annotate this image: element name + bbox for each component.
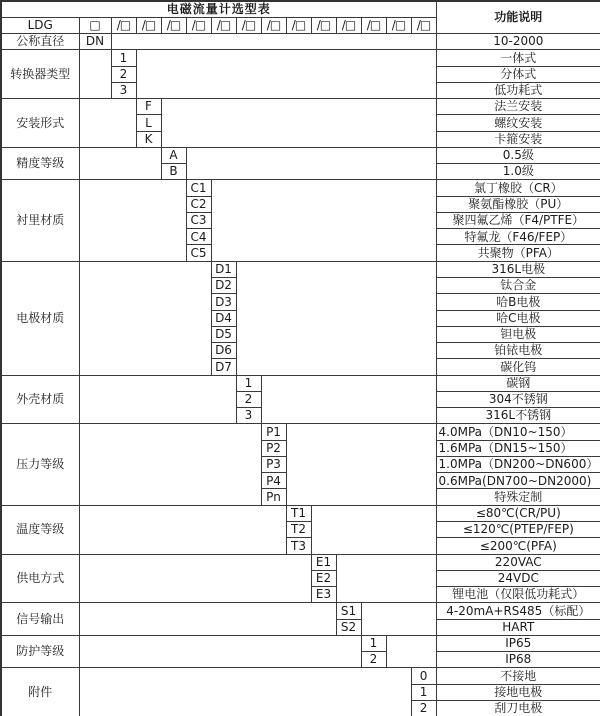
code-cell: 3 — [236, 408, 261, 424]
code-cell: C3 — [186, 212, 211, 228]
model-code-slot: /□ — [161, 17, 186, 33]
code-cell: A — [161, 147, 186, 163]
model-code-slot: /□ — [261, 17, 286, 33]
desc-cell: 分体式 — [436, 66, 600, 82]
category-power-supply: 供电方式 — [1, 554, 79, 603]
spacer-cell — [79, 668, 411, 716]
desc-cell: 接地电极 — [436, 684, 600, 700]
spacer-cell — [286, 424, 436, 505]
model-code-slot: /□ — [386, 17, 411, 33]
desc-cell: 316L不锈钢 — [436, 408, 600, 424]
code-cell: 2 — [361, 652, 386, 668]
desc-cell: 1.0MPa（DN200~DN600） — [436, 456, 600, 472]
model-code-slot: /□ — [136, 17, 161, 33]
category-temperature-rating: 温度等级 — [1, 505, 79, 554]
spacer-cell — [79, 261, 211, 375]
code-cell: S2 — [336, 619, 361, 635]
spacer-cell — [79, 147, 161, 180]
code-cell: C1 — [186, 180, 211, 196]
code-cell: P4 — [261, 473, 286, 489]
spacer-cell — [79, 603, 336, 636]
code-cell: 2 — [236, 391, 261, 407]
category-electrode-material: 电极材质 — [1, 261, 79, 375]
desc-cell: 螺纹安装 — [436, 115, 600, 131]
category-pressure-rating: 压力等级 — [1, 424, 79, 505]
category-accessories: 附件 — [1, 668, 79, 716]
code-cell: F — [136, 99, 161, 115]
category-accuracy-class: 精度等级 — [1, 147, 79, 180]
spacer-cell — [311, 505, 436, 554]
desc-cell: 1.6MPa（DN15~150） — [436, 440, 600, 456]
spacer-cell — [79, 554, 311, 603]
function-column-header: 功能说明 — [436, 1, 600, 34]
model-box-slot: □ — [79, 17, 111, 33]
spacer-cell — [336, 554, 436, 603]
desc-cell: 聚四氟乙烯（F4/PTFE） — [436, 212, 600, 228]
code-cell: Pn — [261, 489, 286, 505]
spacer-cell — [136, 50, 436, 99]
desc-cell: 共聚物（PFA） — [436, 245, 600, 261]
code-cell: DN — [79, 34, 111, 50]
desc-cell: 碳化钨 — [436, 359, 600, 375]
code-cell: P1 — [261, 424, 286, 440]
spacer-cell — [79, 424, 261, 505]
desc-cell: 哈C电极 — [436, 310, 600, 326]
spacer-cell — [79, 635, 361, 668]
code-cell: T3 — [286, 538, 311, 554]
desc-cell: 氯丁橡胶（CR） — [436, 180, 600, 196]
model-code-slot: /□ — [286, 17, 311, 33]
desc-cell: IP68 — [436, 652, 600, 668]
desc-cell: 法兰安装 — [436, 99, 600, 115]
desc-cell: 锂电池（仅限低功耗式） — [436, 587, 600, 603]
model-code-slot: /□ — [411, 17, 436, 33]
spacer-cell — [386, 635, 436, 668]
category-protection-rating: 防护等级 — [1, 635, 79, 668]
desc-cell: 特殊定制 — [436, 489, 600, 505]
category-converter-type: 转换器类型 — [1, 50, 79, 99]
model-code-slot: /□ — [311, 17, 336, 33]
code-cell: C5 — [186, 245, 211, 261]
desc-cell: 0.5级 — [436, 147, 600, 163]
code-cell: 3 — [111, 82, 136, 98]
desc-cell: ≤80℃(CR/PU) — [436, 505, 600, 521]
code-cell: 2 — [111, 66, 136, 82]
code-cell: P2 — [261, 440, 286, 456]
spacer-cell — [79, 50, 111, 99]
code-cell: D7 — [211, 359, 236, 375]
code-cell: D2 — [211, 278, 236, 294]
desc-cell: 304不锈钢 — [436, 391, 600, 407]
spacer-cell — [161, 99, 436, 148]
spacer-cell — [79, 99, 136, 148]
spacer-cell — [111, 34, 436, 50]
code-cell: L — [136, 115, 161, 131]
model-prefix: LDG — [1, 17, 79, 33]
desc-cell: 刮刀电极 — [436, 700, 600, 716]
code-cell: D3 — [211, 294, 236, 310]
desc-cell: ≤200℃(PFA) — [436, 538, 600, 554]
spacer-cell — [211, 180, 436, 261]
desc-cell: 碳钢 — [436, 375, 600, 391]
desc-cell: 4.0MPa（DN10~150） — [436, 424, 600, 440]
model-code-slot: /□ — [111, 17, 136, 33]
category-installation-type: 安装形式 — [1, 99, 79, 148]
desc-cell: 0.6MPa(DN700~DN2000) — [436, 473, 600, 489]
code-cell: D4 — [211, 310, 236, 326]
code-cell: S1 — [336, 603, 361, 619]
code-cell: 2 — [411, 700, 436, 716]
desc-cell: 铂铱电极 — [436, 343, 600, 359]
code-cell: E1 — [311, 554, 336, 570]
desc-cell: 一体式 — [436, 50, 600, 66]
model-code-slot: /□ — [211, 17, 236, 33]
model-code-slot: /□ — [186, 17, 211, 33]
desc-cell: 特氟龙（F46/FEP） — [436, 229, 600, 245]
code-cell: E3 — [311, 587, 336, 603]
code-cell: C4 — [186, 229, 211, 245]
table-title: 电磁流量计选型表 — [1, 1, 436, 17]
desc-cell: IP65 — [436, 635, 600, 651]
code-cell: 0 — [411, 668, 436, 684]
code-cell: E2 — [311, 570, 336, 586]
desc-cell: 316L电极 — [436, 261, 600, 277]
code-cell: 1 — [236, 375, 261, 391]
category-signal-output: 信号输出 — [1, 603, 79, 636]
code-cell: B — [161, 164, 186, 180]
code-cell: T1 — [286, 505, 311, 521]
desc-cell: 不接地 — [436, 668, 600, 684]
code-cell: 1 — [111, 50, 136, 66]
code-cell: P3 — [261, 456, 286, 472]
desc-cell: 24VDC — [436, 570, 600, 586]
desc-cell: 卡箍安装 — [436, 131, 600, 147]
code-cell: C2 — [186, 196, 211, 212]
spacer-cell — [361, 603, 436, 636]
desc-cell: HART — [436, 619, 600, 635]
code-cell: 1 — [411, 684, 436, 700]
code-cell: K — [136, 131, 161, 147]
model-code-slot: /□ — [336, 17, 361, 33]
code-cell: T2 — [286, 522, 311, 538]
desc-cell: 钛合金 — [436, 278, 600, 294]
model-code-slot: /□ — [361, 17, 386, 33]
spacer-cell — [261, 375, 436, 424]
desc-cell: 1.0级 — [436, 164, 600, 180]
desc-cell: ≤120℃(PTEP/FEP) — [436, 522, 600, 538]
category-lining-material: 衬里材质 — [1, 180, 79, 261]
desc-cell: 低功耗式 — [436, 82, 600, 98]
desc-cell: 10-2000 — [436, 34, 600, 50]
spacer-cell — [79, 180, 186, 261]
code-cell: D1 — [211, 261, 236, 277]
spacer-cell — [79, 505, 286, 554]
spacer-cell — [236, 261, 436, 375]
desc-cell: 聚氨酯橡胶（PU） — [436, 196, 600, 212]
model-code-slot: /□ — [236, 17, 261, 33]
category-housing-material: 外壳材质 — [1, 375, 79, 424]
desc-cell: 哈B电极 — [436, 294, 600, 310]
category-nominal-diameter: 公称直径 — [1, 34, 79, 50]
desc-cell: 220VAC — [436, 554, 600, 570]
desc-cell: 4-20mA+RS485（标配） — [436, 603, 600, 619]
code-cell: D6 — [211, 343, 236, 359]
spacer-cell — [79, 375, 236, 424]
spacer-cell — [186, 147, 436, 180]
desc-cell: 钽电极 — [436, 326, 600, 342]
code-cell: 1 — [361, 635, 386, 651]
code-cell: D5 — [211, 326, 236, 342]
